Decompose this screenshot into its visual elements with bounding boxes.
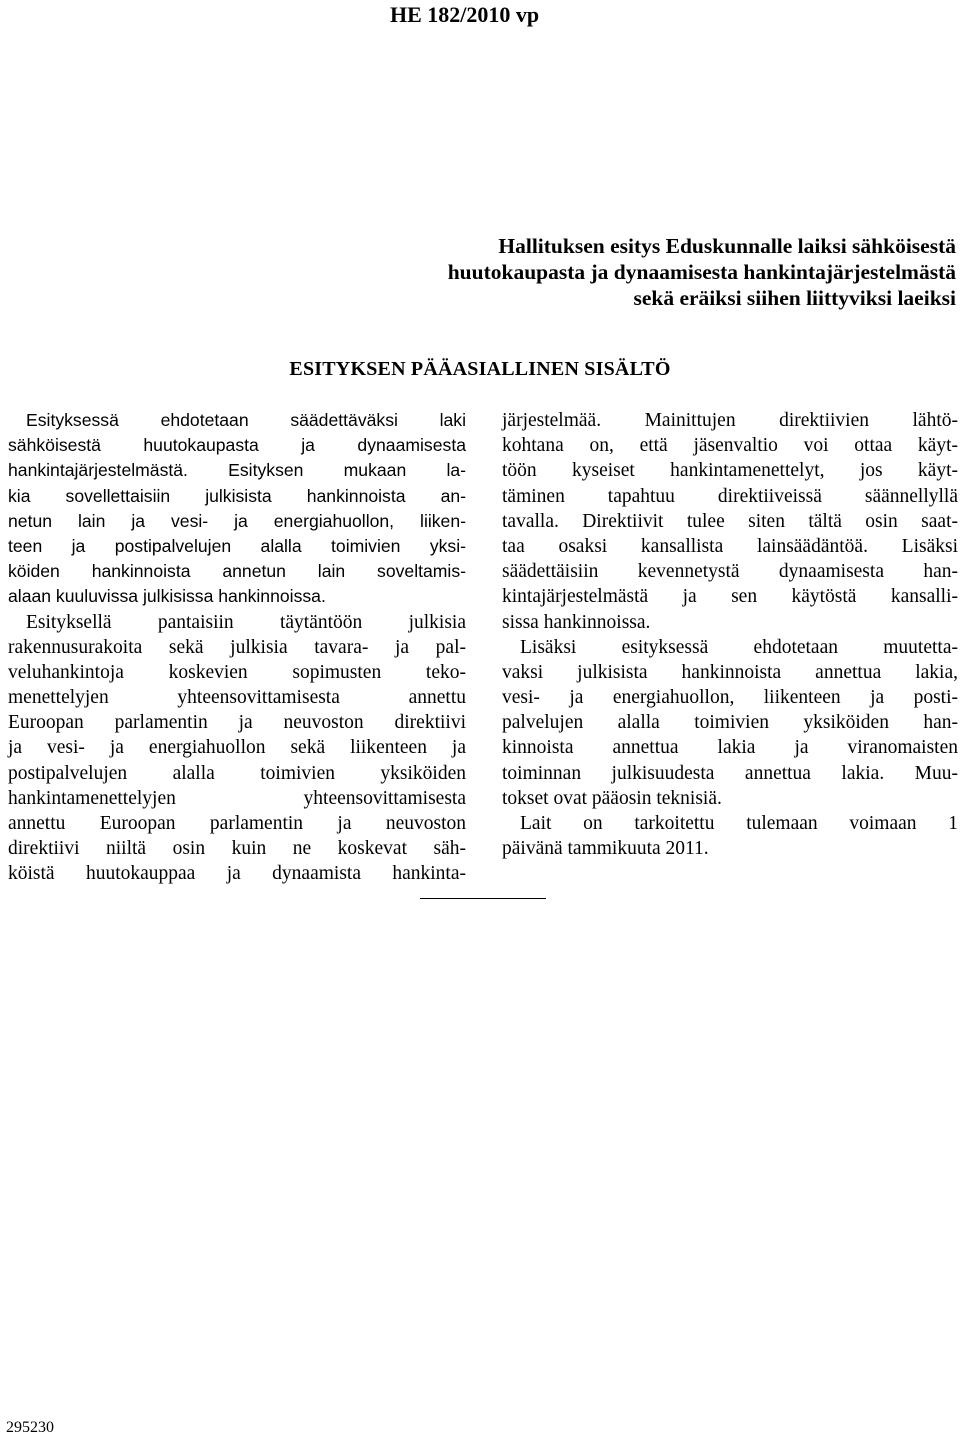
text-line: säädettäisiin kevennetystä dynaamisesta han- (502, 561, 958, 583)
text-line: päivänä tammikuuta 2011. (502, 838, 709, 860)
text-line: Lisäksi esityksessä ehdotetaan muutetta- (520, 636, 958, 658)
text-line: sähköisestä huutokaupasta ja dynaamisesta (8, 435, 466, 456)
text-line: vaksi julkisista hankinnoista annettua lakia, (502, 661, 958, 683)
text-line: köistä huutokauppaa ja dynaamista hankinta- (8, 863, 466, 885)
text-line: Esityksellä pantaisiin täytäntöön julkisia (26, 611, 466, 633)
text-line: taa osaksi kansallista lainsäädäntöä. Lisäksi (502, 535, 958, 557)
text-line: veluhankintoja koskevien sopimusten teko- (8, 661, 466, 683)
text-line: menettelyjen yhteensovittamisesta annettu (8, 687, 466, 709)
text-line: tokset ovat pääosin teknisiä. (502, 787, 722, 809)
text-line: tavalla. Direktiivit tulee siten tältä osin saat- (502, 510, 958, 532)
text-line: kinnoista annettua lakia ja viranomaisten (502, 737, 958, 759)
text-line: sissa hankinnoissa. (502, 611, 651, 633)
end-divider (420, 898, 546, 899)
text-line: hankintamenettelyjen yhteensovittamisesta (8, 787, 466, 809)
text-line: Esityksessä ehdotetaan säädettäväksi laki (26, 410, 466, 430)
document-title (330, 233, 956, 311)
text-line: köiden hankinnoista annetun lain soveltamis- (8, 561, 466, 582)
title-line: huutokaupasta ja dynaamisesta hankintajärjestelmästä (447, 260, 956, 284)
right-text-column (502, 408, 958, 861)
text-line: kohtana on, että jäsenvaltio voi ottaa käyt- (502, 435, 958, 457)
text-line: Euroopan parlamentin ja neuvoston direktiivi (8, 712, 466, 734)
text-line: toiminnan julkisuudesta annettua lakia. Muu- (502, 762, 958, 784)
text-line: postipalvelujen alalla toimivien yksiköiden (8, 762, 466, 784)
text-line: teen ja postipalvelujen alalla toimivien yksi- (8, 535, 466, 556)
text-line: annettu Euroopan parlamentin ja neuvoston (8, 813, 466, 834)
text-line: kintajärjestelmästä ja sen käytöstä kansalli- (502, 586, 958, 608)
text-line: Lait on tarkoitettu tulemaan voimaan 1 (520, 813, 958, 834)
text-line: netun lain ja vesi- ja energiahuollon, liiken- (8, 510, 466, 531)
text-line: järjestelmää. Mainittujen direktiivien lähtö- (502, 410, 958, 431)
text-line: ja vesi- ja energiahuollon sekä liikenteen ja (8, 737, 466, 759)
page-code: 295230 (6, 1419, 54, 1436)
text-line: rakennusurakoita sekä julkisia tavara- ja pal- (8, 636, 466, 658)
document-id: HE 182/2010 vp (390, 2, 540, 27)
left-text-column (8, 408, 466, 887)
section-heading: ESITYKSEN PÄÄASIALLINEN SISÄLTÖ (289, 358, 671, 380)
title-line: sekä eräiksi siihen liittyviksi laeiksi (633, 286, 956, 310)
text-line: vesi- ja energiahuollon, liikenteen ja posti- (502, 687, 958, 709)
text-line: palvelujen alalla toimivien yksiköiden han- (502, 712, 958, 734)
text-line: täminen tapahtuu direktiiveissä säännellyllä (502, 485, 958, 507)
text-line: alaan kuuluvissa julkisissa hankinnoissa. (8, 586, 326, 607)
text-line: hankintajärjestelmästä. Esityksen mukaan la- (8, 460, 466, 481)
text-line: töön kyseiset hankintamenettelyt, jos käyt- (502, 460, 958, 482)
title-line: Hallituksen esitys Eduskunnalle laiksi sähköisestä (498, 234, 956, 258)
text-line: kia sovellettaisiin julkisista hankinnoista an- (8, 485, 466, 506)
text-line: direktiivi niiltä osin kuin ne koskevat säh- (8, 838, 466, 860)
